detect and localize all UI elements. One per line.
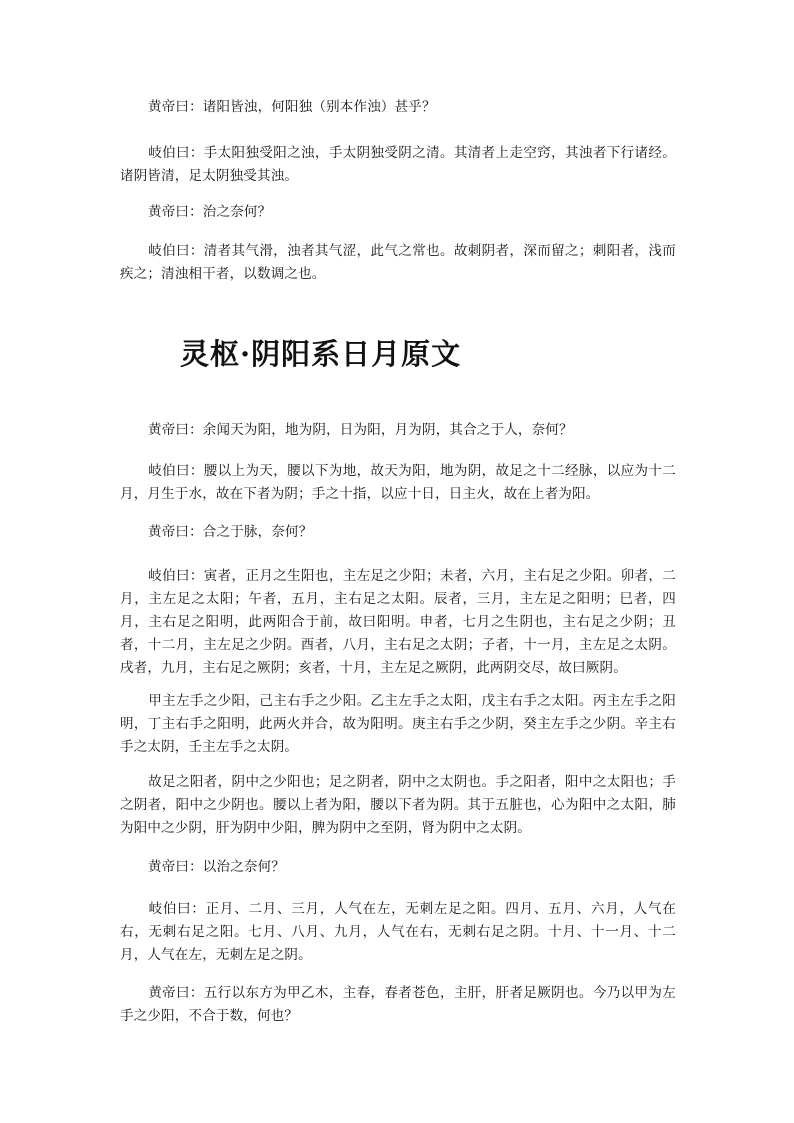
- paragraph: 黄帝曰：诸阳皆浊，何阳独（别本作浊）甚乎？: [148, 99, 436, 115]
- paragraph: 岐伯曰：清者其气滑，浊者其气涩，此气之常也。故刺阴者，深而留之；刺阳者，浅而疾之；清浊相干者，以数调之也。: [120, 243, 676, 282]
- paragraph: 故足之阳者，阴中之少阳也；足之阴者，阴中之太阴也。手之阳者，阳中之太阳也；手之阴者，阳中之少阴也。腰以上者为阳，腰以下者为阴。其于五脏也，心为阳中之太阳，肺为阳中之少阴，肝为阴中少阳，脾为阴中之至阴，肾为阴中之太阴。: [120, 774, 676, 836]
- paragraph: 黄帝曰：余闻天为阳，地为阴，日为阳，月为阴，其合之于人，奈何？: [148, 422, 573, 438]
- paragraph: 黄帝曰：合之于脉，奈何？: [148, 524, 313, 540]
- paragraph: 甲主左手之少阳，己主右手之少阳。乙主左手之太阳，戊主右手之太阳。丙主左手之阳明，丁主右手之阳明，此两火并合，故为阳明。庚主右手之少阴，癸主左手之少阴。辛主右手之太阴，壬主左手之太阴。: [120, 693, 676, 755]
- paragraph: 岐伯曰：腰以上为天，腰以下为地，故天为阳，地为阴，故足之十二经脉，以应为十二月，月生于水，故在下者为阴；手之十指，以应十日，日主火，故在上者为阳。: [120, 463, 676, 502]
- paragraph: 岐伯曰：正月、二月、三月，人气在左，无刺左足之阳。四月、五月、六月，人气在右，无刺右足之阳。七月、八月、九月，人气在右，无刺右足之阴。十月、十一月、十二月，人气在左，无刺左足之阴。: [120, 901, 676, 963]
- paragraph: 黄帝曰：治之奈何？: [148, 204, 272, 220]
- section-title: 灵枢·阴阳系日月原文: [180, 337, 462, 371]
- paragraph: 岐伯曰：寅者，正月之生阳也，主左足之少阳；未者，六月，主右足之少阳。卯者，二月，主左足之太阳；午者，五月，主右足之太阳。辰者，三月，主左足之阳明；巳者，四月，主右足之阳明，此两阳合于前，故曰阳明。申者，七月之生阴也，主右足之少阴；丑者，十二月，主左足之少阴。酉者，八月，主右足之太阴；子者，十一月，主左足之太阴。戌者，九月，主右足之厥阴；亥者，十月，主左足之厥阴，此两阴交尽，故曰厥阴。: [120, 568, 676, 676]
- paragraph: 黄帝曰：五行以东方为甲乙木，主春，春者苍色，主肝，肝者足厥阴也。今乃以甲为左手之少阳，不合于数，何也？: [120, 985, 676, 1024]
- paragraph: 黄帝曰：以治之奈何？: [148, 859, 285, 875]
- paragraph: 岐伯曰：手太阳独受阳之浊，手太阴独受阴之清。其清者上走空窍，其浊者下行诸经。诸阴皆清，足太阴独受其浊。: [120, 145, 676, 184]
